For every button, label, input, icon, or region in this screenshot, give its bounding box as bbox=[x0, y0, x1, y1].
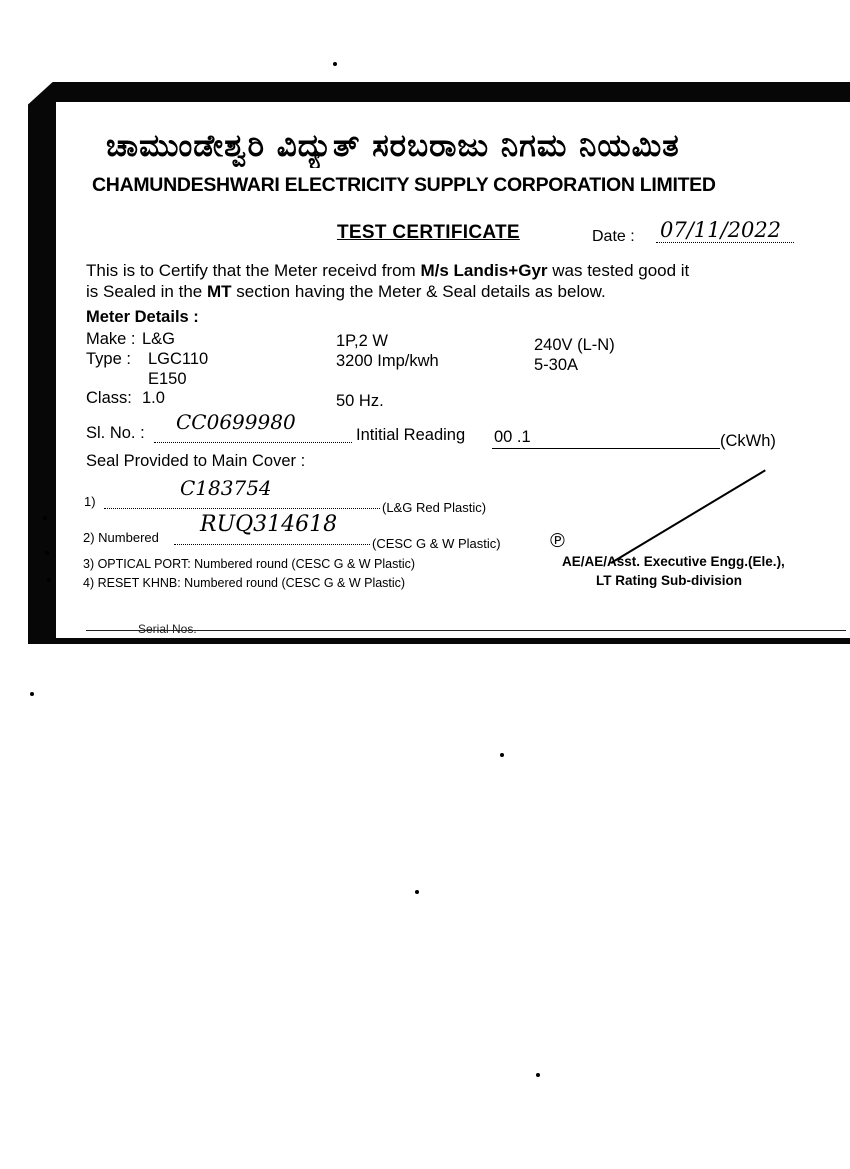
seal-item-4: 4) RESET KHNB: Numbered round (CESC G & W Plastic) bbox=[83, 576, 406, 590]
serial-number: CC0699980 bbox=[176, 410, 296, 434]
scan-speck bbox=[45, 551, 49, 555]
make-label: Make : bbox=[86, 330, 136, 348]
statement-line-1 bbox=[86, 260, 689, 281]
section-name: MT bbox=[206, 282, 232, 301]
seal-item-1-line bbox=[104, 502, 380, 509]
type-value-secondary: E150 bbox=[148, 370, 187, 388]
initial-reading-value: 00 .1 bbox=[494, 428, 531, 446]
kannada-company-name: ಚಾಮುಂಡೇಶ್ವರಿ ವಿದ್ಯುತ್ ಸರಬರಾಜು ನಿಗಮ ನಿಯಮಿತ bbox=[106, 128, 680, 164]
seal-item-2-label: 2) Numbered bbox=[83, 530, 159, 545]
cut-off-text: Serial Nos. bbox=[138, 622, 197, 636]
signatory-office: LT Rating Sub-division bbox=[596, 573, 742, 588]
current-rating: 5-30A bbox=[534, 356, 579, 374]
english-company-name: CHAMUNDESHWARI ELECTRICITY SUPPLY CORPORATION LIMITED bbox=[92, 174, 716, 196]
seal-heading: Seal Provided to Main Cover : bbox=[86, 452, 306, 470]
seal-item-3: 3) OPTICAL PORT: Numbered round (CESC G & W Plastic) bbox=[83, 557, 416, 571]
seal-item-2-line bbox=[174, 538, 370, 545]
phase-wire: 1P,2 W bbox=[336, 332, 388, 350]
scan-speck bbox=[47, 578, 51, 582]
scan-speck bbox=[43, 516, 47, 520]
seal-item-2-value: RUQ314618 bbox=[200, 512, 338, 537]
test-certificate bbox=[56, 102, 850, 638]
supplier-name: M/s Landis+Gyr bbox=[420, 261, 548, 280]
date-value: 07/11/2022 bbox=[656, 218, 794, 243]
seal-item-1-number: 1) bbox=[84, 494, 96, 509]
type-label: Type : bbox=[86, 350, 131, 368]
type-value: LGC110 bbox=[148, 350, 209, 368]
seal-item-2-type: (CESC G & W Plastic) bbox=[372, 536, 501, 551]
certification-statement bbox=[86, 260, 689, 302]
date-label: Date : bbox=[592, 228, 635, 245]
signatory-designation: AE/AE/Asst. Executive Engg.(Ele.), bbox=[562, 554, 785, 569]
statement-line-2 bbox=[86, 281, 689, 302]
statement-text: section having the Meter & Seal details as below. bbox=[231, 282, 606, 301]
initial-reading-label: Intitial Reading bbox=[356, 426, 466, 444]
frequency: 50 Hz. bbox=[336, 392, 384, 410]
scan-speck bbox=[500, 753, 504, 757]
serial-label: Sl. No. : bbox=[86, 424, 145, 442]
signature-stroke bbox=[610, 469, 765, 563]
scan-speck bbox=[415, 890, 419, 894]
cut-off-line bbox=[86, 630, 846, 631]
meter-details-heading: Meter Details : bbox=[86, 308, 199, 326]
impulse-rate: 3200 Imp/kwh bbox=[336, 352, 439, 370]
make-value: L&G bbox=[142, 330, 176, 348]
statement-text: is Sealed in the bbox=[86, 282, 207, 301]
class-value: 1.0 bbox=[142, 389, 165, 407]
reading-unit: (CkWh) bbox=[720, 432, 776, 450]
scan-speck bbox=[30, 692, 34, 696]
class-label: Class: bbox=[86, 389, 132, 407]
seal-item-1-value: C183754 bbox=[180, 476, 272, 500]
signature-mark: ℗ bbox=[550, 530, 565, 552]
seal-item-1-type: (L&G Red Plastic) bbox=[382, 500, 487, 515]
scan-speck bbox=[536, 1073, 540, 1077]
statement-text: This is to Certify that the Meter receivd from bbox=[86, 261, 421, 280]
statement-text: was tested good it bbox=[547, 261, 690, 280]
voltage-rating: 240V (L-N) bbox=[534, 336, 615, 354]
scan-speck bbox=[333, 62, 337, 66]
certificate-heading: TEST CERTIFICATE bbox=[337, 222, 520, 243]
